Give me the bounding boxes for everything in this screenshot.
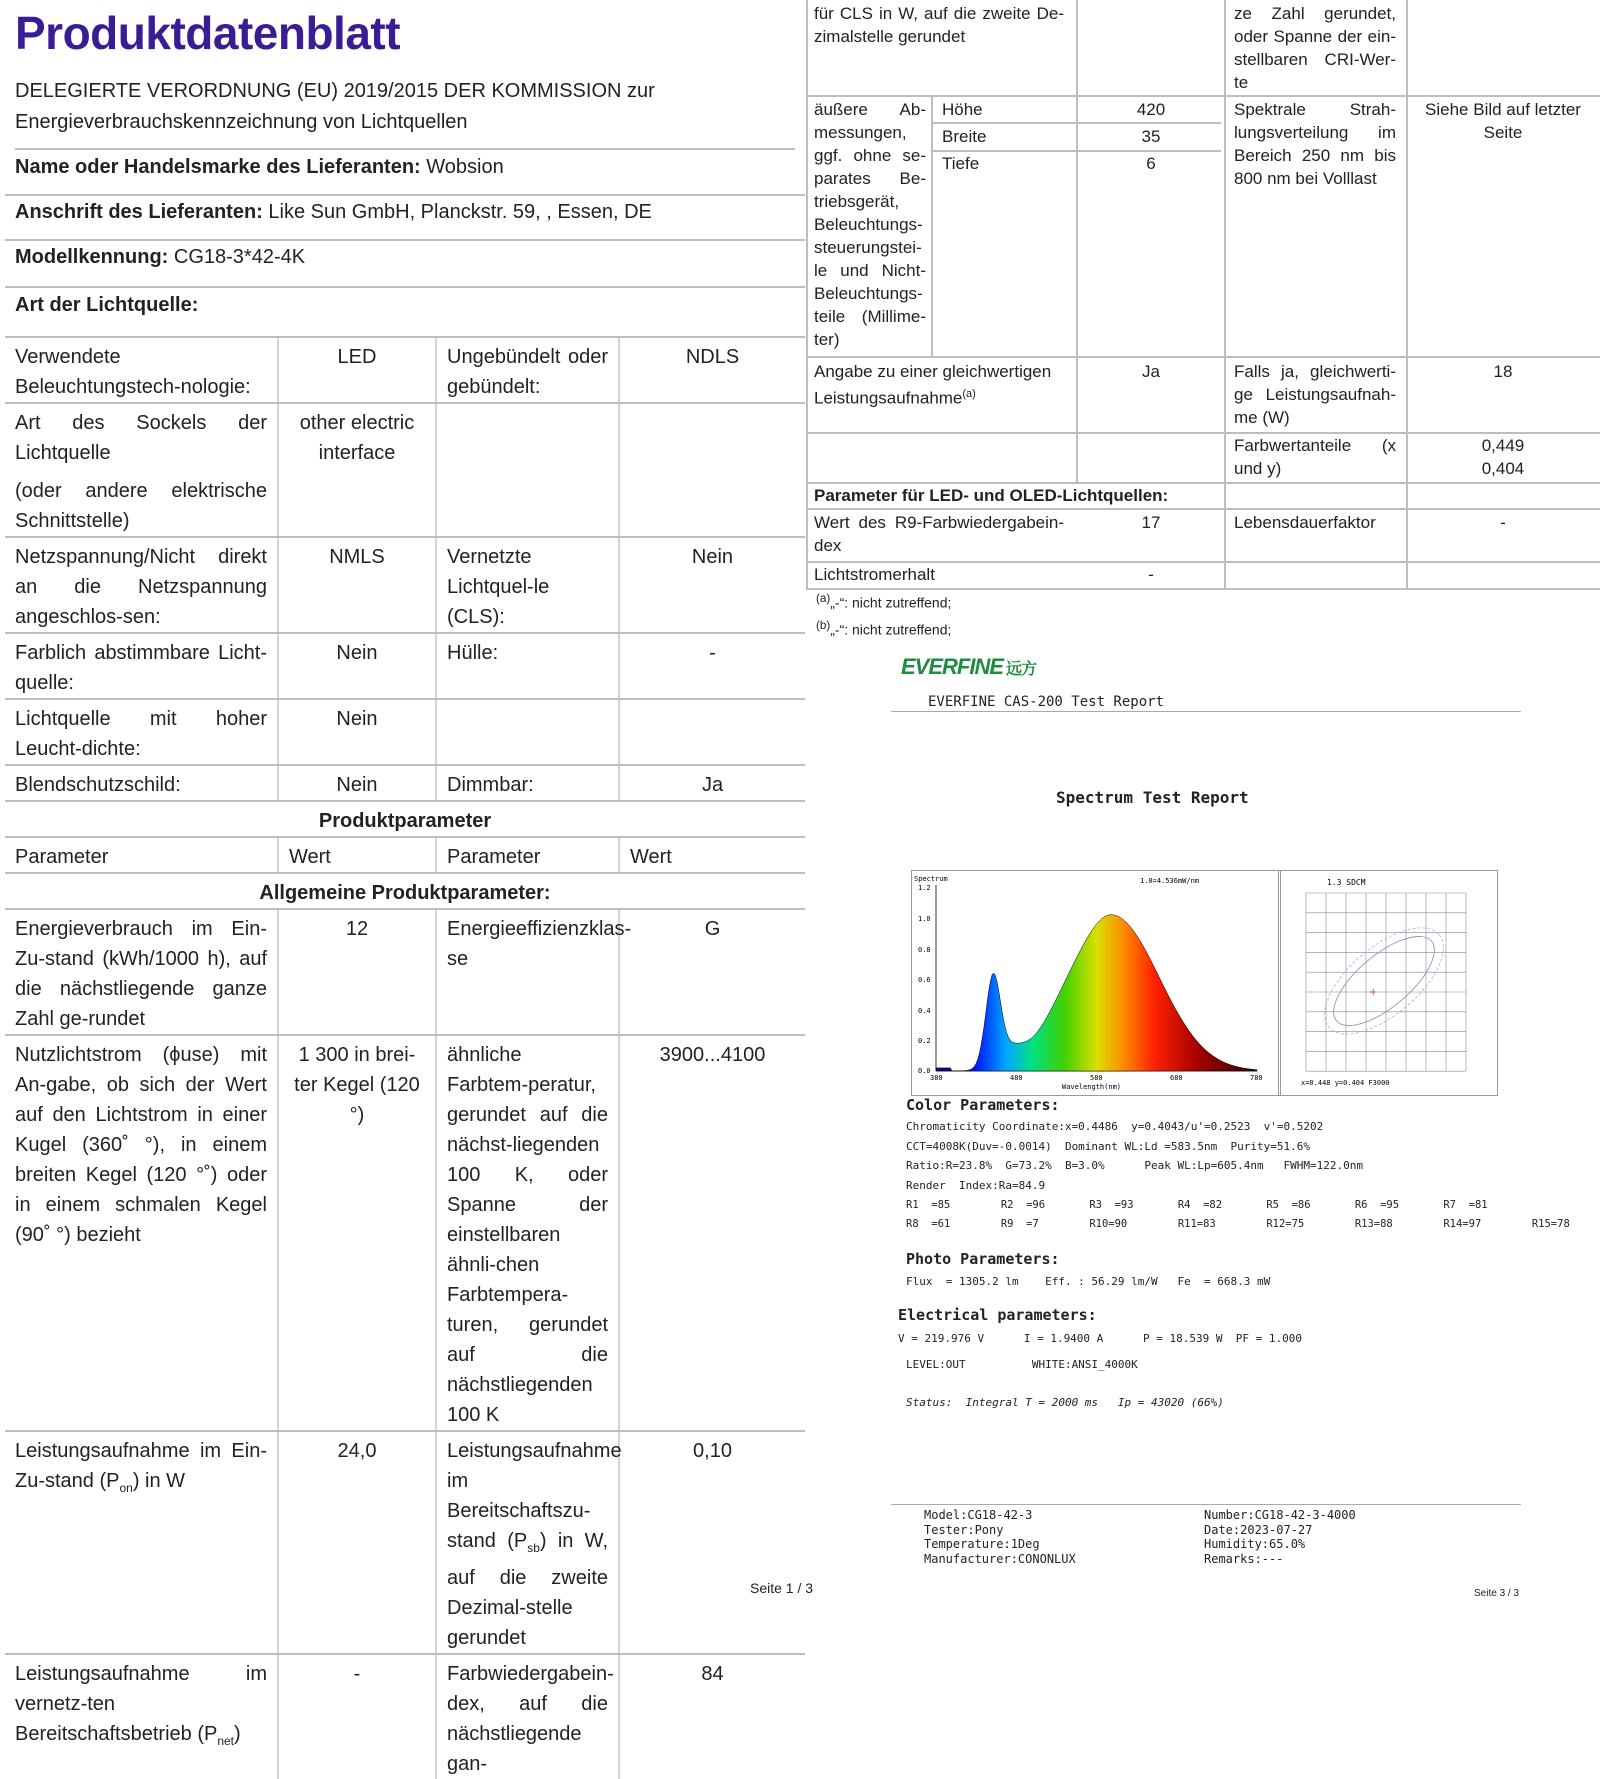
cell-label [5,1654,278,1779]
divider [891,1504,1521,1505]
cell-label [436,1431,622,1654]
level-line: LEVEL:OUT WHITE:ANSI_4000K [906,1358,1138,1371]
cell-empty [619,403,805,537]
text-sub: on [119,1481,133,1495]
text-sub: sb [527,1541,540,1555]
model-row [5,242,805,288]
cell-value: 3900...4100 [619,1035,805,1431]
equiv-power-value: 18 [1493,362,1513,381]
color-line: R1 =85 R2 =96 R3 =93 R4 =82 R5 =86 R6 =95 R7 =81 [906,1199,1488,1211]
socket-label-line1: Art des Sockels der Lichtquelle [15,412,267,464]
column-header: Wert [278,837,436,873]
photo-params-heading: Photo Parameters: [906,1250,1060,1268]
table-row [5,1035,805,1431]
chroma-y: 0,404 [1481,459,1525,478]
footnote-ref: (a) [962,388,976,400]
measured-point-marker: + [1369,987,1378,998]
table-row [5,909,805,1035]
footnote-text: „-“: nicht zutreffend; [830,621,952,638]
y-tick: 0.8 [918,946,931,954]
divider [806,508,1600,510]
report-header: EVERFINE CAS-200 Test Report [928,694,1165,710]
divider [891,711,1521,712]
source-type-label: Art der Lichtquelle: [15,294,199,316]
y-tick: 0.6 [918,976,931,984]
socket-label-line2: (oder andere elektrische Schnittstelle) [15,480,267,532]
footnote-mark: (a) [816,592,831,605]
source-type-row [5,290,805,338]
page-title: Produktdatenblatt [15,7,401,59]
spectrum-chart [911,870,1281,1096]
address-value: Like Sun GmbH, Planckstr. 59, , Essen, DE [268,201,652,223]
x-tick: 780 [1250,1074,1263,1082]
sdcm-chart [1278,870,1498,1096]
address-row [5,197,805,241]
cell-label: Dimmbar: [436,765,619,801]
text-part: ) in W, auf die zweite Dezimal-stelle gerundet [447,1530,608,1649]
cell-value: 84 [619,1654,805,1779]
text-part: Leistungsaufnahme im Bereitschaftszu-stand (P [447,1440,622,1552]
cell-label [5,403,278,537]
depth-value: 6 [1146,154,1156,173]
cell-value: Nein [619,537,805,633]
cell-value: Nein [278,633,436,699]
flux-maintenance-label: Lichtstromerhalt [814,565,935,584]
equiv-value: Ja [1142,362,1160,381]
cell-value: other electric interface [278,403,436,537]
status-line: Status: Integral T = 2000 ms Ip = 43020 (66%) [906,1396,1224,1409]
cls-standby-label: für CLS in W, auf die zweite De-zimalstelle gerundet [814,4,1064,46]
text-part: Angabe zu einer gleichwertigen Leistungsaufnahme [814,362,1052,408]
spectral-label: Spektrale Strah-lungsverteilung im Bereich 250 nm bis 800 nm bei Volllast [1234,100,1396,188]
table-row [5,699,805,765]
color-line: R8 =61 R9 =7 R10=90 R11=83 R12=75 R13=88 R14=97 R15=78 [906,1218,1570,1230]
table-row [5,765,805,801]
y-tick: 1.0 [918,915,931,923]
depth-label: Tiefe [942,154,980,173]
cell-empty [436,699,619,765]
table-row [5,801,805,837]
cell-value: Nein [278,765,436,801]
x-tick: 580 [1090,1074,1103,1082]
x-tick: 480 [1010,1074,1023,1082]
width-value: 35 [1141,127,1161,146]
cell-value: Nein [278,699,436,765]
cell-value: 12 [278,909,436,1035]
divider [806,0,808,588]
cell-value: LED [278,338,436,403]
electrical-line: V = 219.976 V I = 1.9400 A P = 18.539 W PF = 1.000 [898,1332,1302,1345]
divider [806,588,1600,590]
cell-label: Verwendete Beleuchtungstech-nologie: [5,338,278,403]
height-label: Höhe [942,100,983,119]
supplier-row [5,152,805,196]
table-row [5,537,805,633]
chroma-label: Farbwertanteile (x und y) [1234,436,1396,478]
column-header: Wert [619,837,805,873]
y-tick: 1.2 [918,884,931,892]
y-tick: 0.0 [918,1067,931,1075]
text-part: Leistungsaufnahme im vernetz-ten Bereitschaftsbetrieb (P [15,1663,267,1745]
cell-label: Energieverbrauch im Ein-Zu-stand (kWh/1000 h), auf die nächstliegende ganze Zahl ge-rundet [5,909,278,1035]
spectrum-test-report [806,650,1600,1600]
cri-label: ze Zahl gerundet, oder Spanne der ein-stellbaren CRI-Wer-te [1234,4,1396,92]
section-heading: Allgemeine Produktparameter: [5,873,805,909]
cell-label: Nutzlichtstrom (ϕuse) mit An-gabe, ob sich der Wert auf den Lichtstrom in einer Kugel (360˚ °), in einem breiten Kegel (120 °˚) oder in einem schmalen Kegel (90˚ °) bezieht [5,1035,278,1431]
sdcm-label: 1.3 SDCM [1327,878,1366,887]
table-row [5,403,805,537]
color-line: CCT=4008K(Duv=-0.0014) Dominant WL:Ld =583.5nm Purity=51.6% [906,1140,1310,1153]
spectral-value: Siehe Bild auf letzter Seite [1425,100,1581,142]
supplier-label: Name oder Handelsmarke des Lieferanten: [15,156,421,178]
color-params-heading: Color Parameters: [906,1096,1060,1114]
r9-value: 17 [1141,513,1161,532]
cell-value: - [619,633,805,699]
cell-empty [436,403,619,537]
cell-label [5,1431,278,1654]
table-row [5,873,805,909]
logo-text: EVERFINE [901,654,1004,679]
height-value: 420 [1136,100,1166,119]
model-label: Modellkennung: [15,246,169,268]
lifetime-value: - [1500,513,1506,532]
cell-value: NDLS [619,338,805,403]
led-section-heading: Parameter für LED- und OLED-Lichtquellen: [814,486,1169,505]
lifetime-label: Lebensdauerfaktor [1234,513,1376,532]
color-line: Render Index:Ra=84.9 [906,1179,1046,1192]
chroma-x: 0,449 [1481,436,1525,455]
regulation-text: DELEGIERTE VERORDNUNG (EU) 2019/2015 DER KOMMISSION zur Energieverbrauchskennzeichnung von Lichtquellen [15,76,795,150]
y-tick-labels [918,884,931,1075]
y-tick: 0.4 [918,1007,931,1015]
footnote-mark: (b) [816,619,831,632]
divider [806,95,1600,97]
footnote-text: „-“: nicht zutreffend; [830,594,952,611]
text-part: ) [234,1723,241,1745]
address-label: Anschrift des Lieferanten: [15,201,263,223]
table-header-row [5,837,805,873]
page-number: Seite 3 / 3 [1474,1588,1520,1599]
column-header: Parameter [436,837,619,873]
cell-label: Netzspannung/Nicht direkt an die Netzspannung angeschlos-sen: [5,537,278,633]
model-value: CG18-3*42-4K [173,246,306,268]
divider [806,356,1600,358]
cell-empty [619,699,805,765]
r9-label: Wert des R9-Farbwiedergabein-dex [814,513,1064,555]
spectrum-svg [912,871,1280,1095]
divider [931,95,933,356]
cell-label: Lichtquelle mit hoher Leucht-dichte: [5,699,278,765]
cell-value: - [278,1654,436,1779]
x-tick-labels [930,1074,1263,1082]
supplier-value: Wobsion [426,156,504,178]
spectrum-curve [936,915,1257,1071]
sdcm-svg [1279,871,1497,1095]
text-part: Leistungsaufnahme im Ein-Zu-stand (P [15,1440,267,1492]
cell-value: 24,0 [278,1431,436,1654]
light-source-table [5,338,805,1779]
divider [1076,0,1078,482]
table-row [5,338,805,403]
column-header: Parameter [5,837,278,873]
cell-value: 1 300 in brei-ter Kegel (120 °) [278,1035,436,1431]
cell-value: Ja [619,765,805,801]
sdcm-caption: x=0.448 y=0.404 F3000 [1301,1079,1390,1087]
color-line: Chromaticity Coordinate:x=0.4486 y=0.4043/u'=0.2523 v'=0.5202 [906,1120,1324,1133]
cell-label: Energieeffizienzklas-se [436,909,619,1035]
cell-value: 0,10 [619,1431,805,1654]
text-sub: net [217,1734,235,1748]
x-tick: 680 [1170,1074,1183,1082]
cell-label: Vernetzte Lichtquel-le (CLS): [436,537,619,633]
page-number: Seite 1 / 3 [750,1580,814,1596]
width-label: Breite [942,127,987,146]
cell-value: NMLS [278,537,436,633]
report-title: Spectrum Test Report [1056,788,1249,807]
cell-label: Hülle: [436,633,619,699]
x-axis-label: Wavelength(nm) [1062,1083,1122,1091]
cell-value: G [619,909,805,1035]
photo-line: Flux = 1305.2 lm Eff. : 56.29 lm/W Fe = 668.3 mW [906,1275,1271,1288]
datasheet-page-1 [5,0,805,1775]
cell-label: Blendschutzschild: [5,765,278,801]
divider [1224,0,1226,588]
x-tick: 380 [930,1074,943,1082]
section-heading: Produktparameter [5,801,805,837]
spectrum-label: Spectrum [914,875,948,883]
cell-label: Farblich abstimmbare Licht-quelle: [5,633,278,699]
color-line: Ratio:R=23.8% G=73.2% B=3.0% Peak WL:Lp=605.4nm FWHM=122.0nm [906,1159,1363,1172]
sdcm-ellipse [1320,921,1448,1041]
dimensions-label: äußere Ab-messungen, ggf. ohne se-parates Be-triebsgerät, Beleuchtungs-steuerungstei-le und Nicht-Beleuchtungs-teile (Millime-ter) [814,100,926,349]
sdcm-grid [1306,893,1466,1071]
footnote-b [816,619,951,638]
electrical-params-heading: Electrical parameters: [898,1306,1097,1324]
everfine-logo [901,654,1036,680]
logo-cn-text: 远方 [1006,661,1037,678]
report-meta-left: Model:CG18-42-3 Tester:Pony Temperature:1Deg Manufacturer:CONONLUX [924,1508,1076,1566]
footnote-a [816,592,951,611]
divider [1406,0,1408,588]
table-row [5,633,805,699]
table-row [5,1654,805,1779]
text-part: ) in W [132,1470,186,1492]
cell-label: ähnliche Farbtem-peratur, gerundet auf die nächst-liegenden 100 K, oder Spanne der einstellbaren ähnli-chen Farbtempera-turen, gerundet auf die nächstliegenden 100 K [436,1035,619,1431]
flux-maintenance-value: - [1148,565,1154,584]
y-tick: 0.2 [918,1037,931,1045]
cell-label: Ungebündelt oder gebündelt: [436,338,619,403]
report-meta-right: Number:CG18-42-3-4000 Date:2023-07-27 Humidity:65.0% Remarks:--- [1204,1508,1356,1566]
cell-label: Farbwiedergabein-dex, auf die nächstliegende gan- [436,1654,619,1779]
spectrum-scale: 1.0=4.536mW/nm [1140,877,1200,885]
equiv-label [814,360,1072,410]
equiv-power-label: Falls ja, gleichwerti-ge Leistungsaufnah-me (W) [1234,362,1396,427]
table-row [5,1431,805,1654]
